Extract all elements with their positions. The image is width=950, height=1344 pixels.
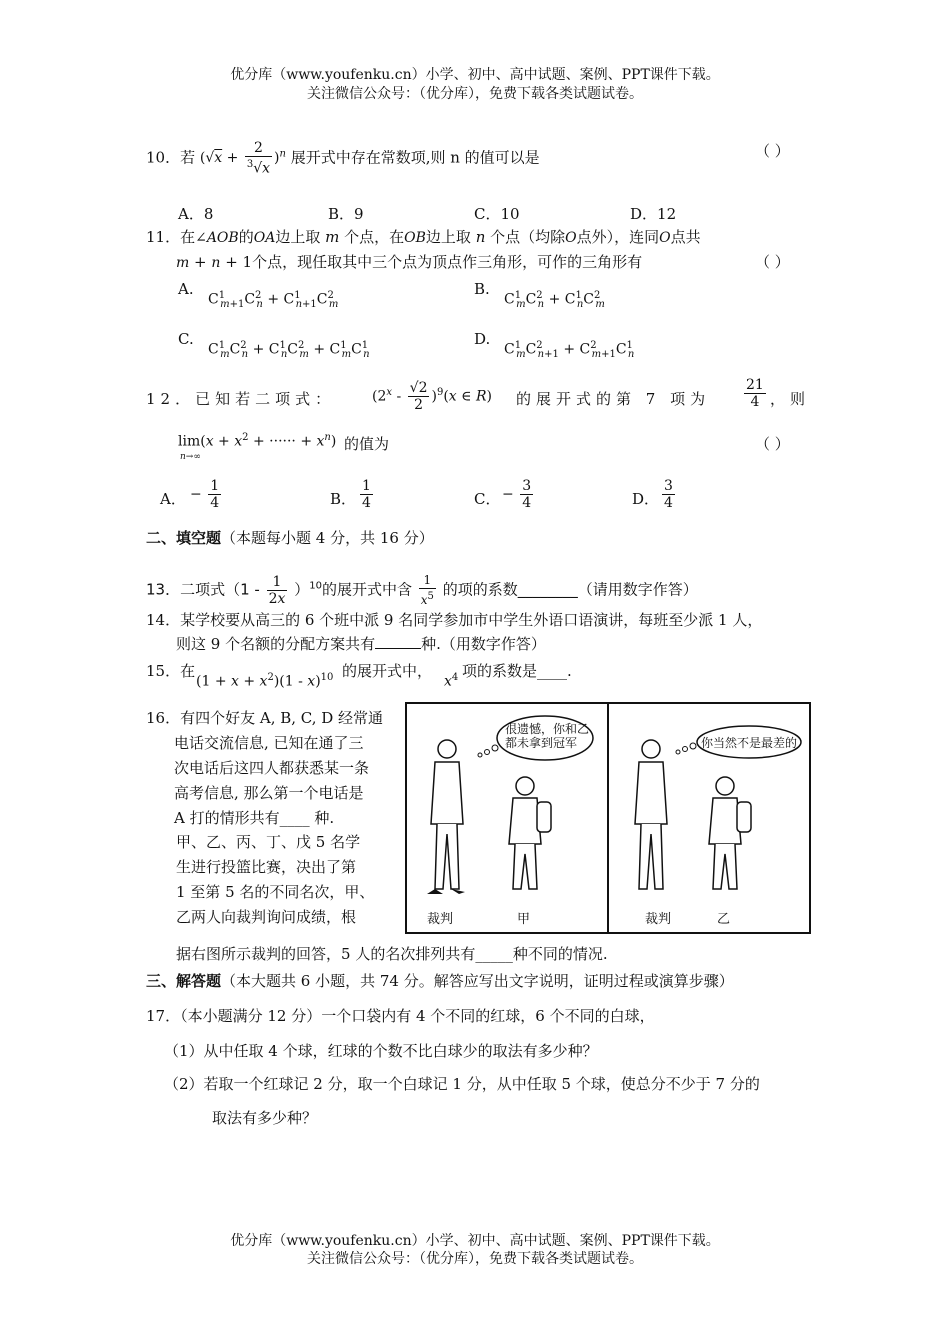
q11-label-d: D. xyxy=(474,330,491,348)
q12-label-d: D． xyxy=(632,490,660,508)
q12-label-a: A． xyxy=(160,490,186,508)
q11-option-c: $C^1_mC^2_n + C^1_nC^2_m + C^1_mC^1_n$ xyxy=(208,340,370,361)
section-2-heading: 二、填空题（本题每小题 4 分，共 16 分） xyxy=(146,529,434,547)
q12-bracket: （ ） xyxy=(755,435,790,453)
q11-label-b: B. xyxy=(474,280,490,298)
comic-bubble-2: 你当然不是最差的 xyxy=(701,736,798,750)
section-3-heading: 三、解答题（本大题共 6 小题，共 74 分。解答应写出文字说明，证明过程或演算步骤） xyxy=(146,972,734,990)
q16-last-line: 据右图所示裁判的回答，5 人的名次排列共有_____种不同的情况. xyxy=(176,945,608,963)
q15-term: $x^4$ xyxy=(444,672,459,690)
q16-line: 生进行投篮比赛，决出了第 xyxy=(176,858,357,876)
q11-option-a: $C^1_{m+1}C^2_n + C^1_{n+1}C^2_m$ xyxy=(208,290,339,311)
header-line-1: 优分库（www.youfenku.cn）小学、初中、高中试题、案例、PPT课件下载。 xyxy=(230,67,720,83)
q16-line: 乙两人向裁判询问成绩，根 xyxy=(176,908,357,926)
q10-stem xyxy=(146,140,540,177)
q16-line: 1 至第 5 名的不同名次，甲、 xyxy=(176,883,375,901)
q11-line-1: 11．在∠AOB的OA边上取 m 个点，在OB边上取 n 个点（均除O点外），连同O点共 xyxy=(146,228,701,246)
q11-number: 11．在 xyxy=(146,228,196,246)
q11-bracket: （ ） xyxy=(755,253,790,271)
q10-option-c: C．10 xyxy=(474,205,520,223)
q16-block-1 xyxy=(146,706,401,831)
q12-seventh-term: $\frac{21}{4}$ xyxy=(746,377,764,410)
q17-sub-3: 取法有多少种？ xyxy=(212,1109,318,1127)
q10-number: 10．若 xyxy=(146,148,196,167)
comic-label-jia: 甲 xyxy=(517,912,531,927)
q16-line: 高考信息, 那么第一个电话是 xyxy=(174,784,364,802)
q12-option-d: $\frac{3}{4}$ xyxy=(664,478,673,511)
q12-option-a: − $\frac{1}{4}$ xyxy=(190,478,220,511)
q15-stem: 15．在 xyxy=(146,662,196,680)
q15-tail: 项的系数是____. xyxy=(462,662,572,680)
footer-line-1: 优分库（www.youfenku.cn）小学、初中、高中试题、案例、PPT课件下载。 xyxy=(230,1233,720,1249)
q14-line-2: 则这 9 个名额的分配方案共有 种.（用数字作答） xyxy=(176,635,546,653)
q12-limit-sub: n→∞ xyxy=(180,452,201,462)
q11-option-d: $C^1_mC^2_{n+1} + C^2_{m+1}C^1_n$ xyxy=(504,340,635,361)
comic-label-yi: 乙 xyxy=(717,912,731,927)
q11-line-2: m + n + 1个点，现任取其中三个点为顶点作三角形，可作的三角形有 xyxy=(176,253,643,271)
q11-label-c: C. xyxy=(178,330,194,348)
q11-option-b: $C^1_mC^2_n + C^1_nC^2_m$ xyxy=(504,290,605,311)
q16-line: 16．有四个好友 A, B, C, D 经常通 xyxy=(146,709,384,727)
q12-text-2: ，则 xyxy=(770,390,811,408)
q10-formula: (√x + $\frac{2}{^3√x}$ )$^n$ xyxy=(199,140,286,177)
q16-line: 甲、乙、丙、丁、戊 5 名学 xyxy=(176,833,361,851)
q12-option-b: $\frac{1}{4}$ xyxy=(362,478,371,511)
q15-formula: $(1 + x + x^2)(1 - x)^{10}$ xyxy=(196,672,334,690)
q11-label-a: A. xyxy=(178,280,194,298)
q16-line: 次电话后这四人都获悉某一条 xyxy=(174,759,370,777)
header-line-2: 关注微信公众号：（优分库），免费下载各类试题试卷。 xyxy=(307,86,643,102)
q12-label-c: C． xyxy=(474,490,501,508)
q12-number: 12．已知若二项式： xyxy=(146,390,336,408)
q12-limit: $\lim(x + x^2$ + ······ + $x^n$) xyxy=(178,432,337,450)
q16-block-2 xyxy=(176,830,406,930)
q10-option-a: A．8 xyxy=(178,205,214,223)
q12-text-3: 的值为 xyxy=(344,435,390,453)
q17-sub-2: （2）若取一个红球记 2 分，取一个白球记 1 分，从中任取 5 个球，使总分不少于 7 分的 xyxy=(164,1075,760,1093)
q12-formula: (2$^x$ - $\frac{√2}{2}$ )$^9$(x ∈ R) xyxy=(372,380,492,413)
q17-sub-1: （1）从中任取 4 个球，红球的个数不比白球少的取法有多少种？ xyxy=(164,1042,598,1060)
comic-bubble-1: 很遗憾，你和乙 都未拿到冠军 xyxy=(505,722,590,750)
q10-option-d: D．12 xyxy=(630,205,677,223)
comic-label-judge-2: 裁判 xyxy=(645,912,672,927)
q15-text: 的展开式中， xyxy=(342,662,433,680)
q12-option-c: − $\frac{3}{4}$ xyxy=(502,478,532,511)
q10-bracket: （ ） xyxy=(755,142,790,160)
comic-illustration xyxy=(405,702,811,934)
q13-stem: 13．二项式（1 - $\frac{1}{2x}$ ）$^{10}$的展开式中含 $\frac{1}{x^5}$ 的项的系数________（请用数字作答） xyxy=(146,573,698,607)
comic-label-judge-1: 裁判 xyxy=(427,912,454,927)
footer-line-2: 关注微信公众号：（优分库），免费下载各类试题试卷。 xyxy=(307,1251,643,1267)
q10-option-b: B．9 xyxy=(328,205,364,223)
q14-line-1: 14．某学校要从高三的 6 个班中派 9 名同学参加市中学生外语口语演讲，每班至少派 1 人， xyxy=(146,611,763,629)
q12-label-b: B． xyxy=(330,490,357,508)
q10-text: 展开式中存在常数项,则 n 的值可以是 xyxy=(290,148,540,167)
q16-line: 电话交流信息, 已知在通了三 xyxy=(174,734,364,752)
q16-line: A 打的情形共有____ 种. xyxy=(174,809,335,827)
q12-text-1: 的展开式的第 7 项为 xyxy=(516,390,711,408)
q17-head: 17．（本小题满分 12 分）一个口袋内有 4 个不同的红球，6 个不同的白球， xyxy=(146,1007,655,1025)
